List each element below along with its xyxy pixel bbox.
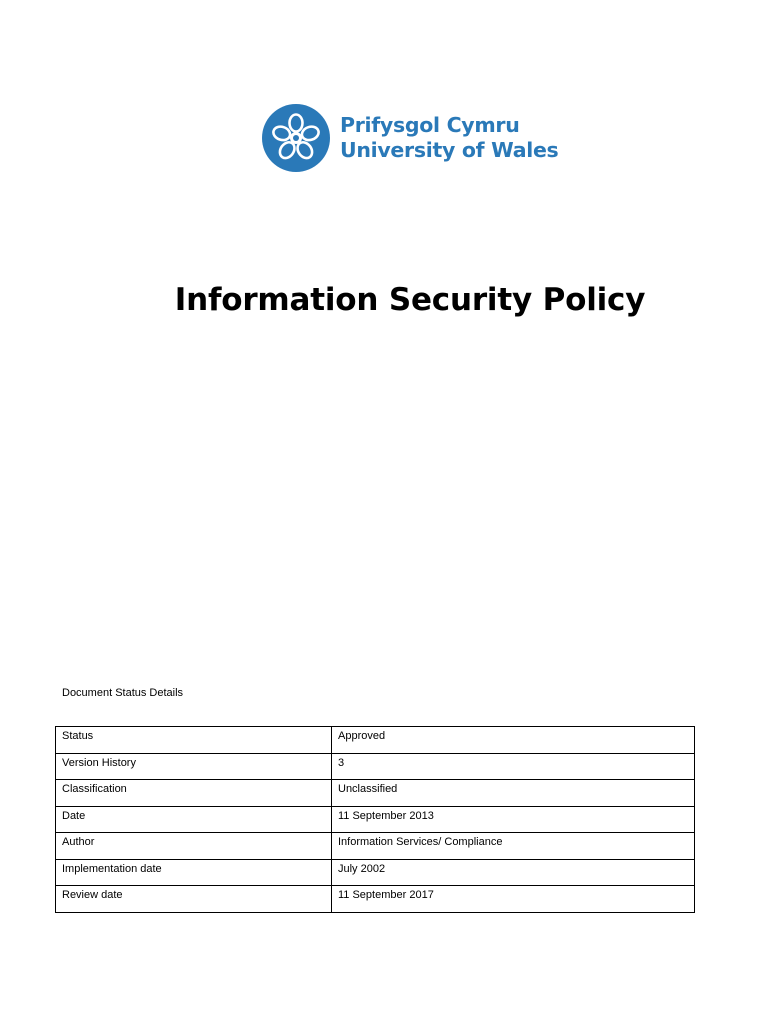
logo-line-english: University of Wales [340, 138, 559, 162]
table-row [56, 727, 695, 754]
table-row [56, 833, 695, 860]
document-title: Information Security Policy [174, 282, 646, 318]
row-label: Implementation date [56, 859, 332, 886]
table-row [56, 886, 695, 913]
row-label: Date [56, 806, 332, 833]
row-label: Review date [56, 886, 332, 913]
row-label: Classification [56, 780, 332, 807]
university-name [340, 113, 558, 163]
row-label: Version History [56, 753, 332, 780]
row-value: 3 [332, 753, 695, 780]
university-logo [262, 104, 558, 172]
row-value: Information Services/ Compliance [332, 833, 695, 860]
row-value: 11 September 2013 [332, 806, 695, 833]
row-value: Unclassified [332, 780, 695, 807]
table-row [56, 780, 695, 807]
row-value: Approved [332, 727, 695, 754]
row-value: July 2002 [332, 859, 695, 886]
university-crest-icon [262, 104, 330, 172]
document-status-table [55, 726, 695, 913]
row-label: Status [56, 727, 332, 754]
logo-line-welsh: Prifysgol Cymru [340, 113, 520, 137]
row-label: Author [56, 833, 332, 860]
table-row [56, 859, 695, 886]
row-value: 11 September 2017 [332, 886, 695, 913]
table-row [56, 753, 695, 780]
status-section-heading: Document Status Details [62, 687, 184, 699]
table-row [56, 806, 695, 833]
